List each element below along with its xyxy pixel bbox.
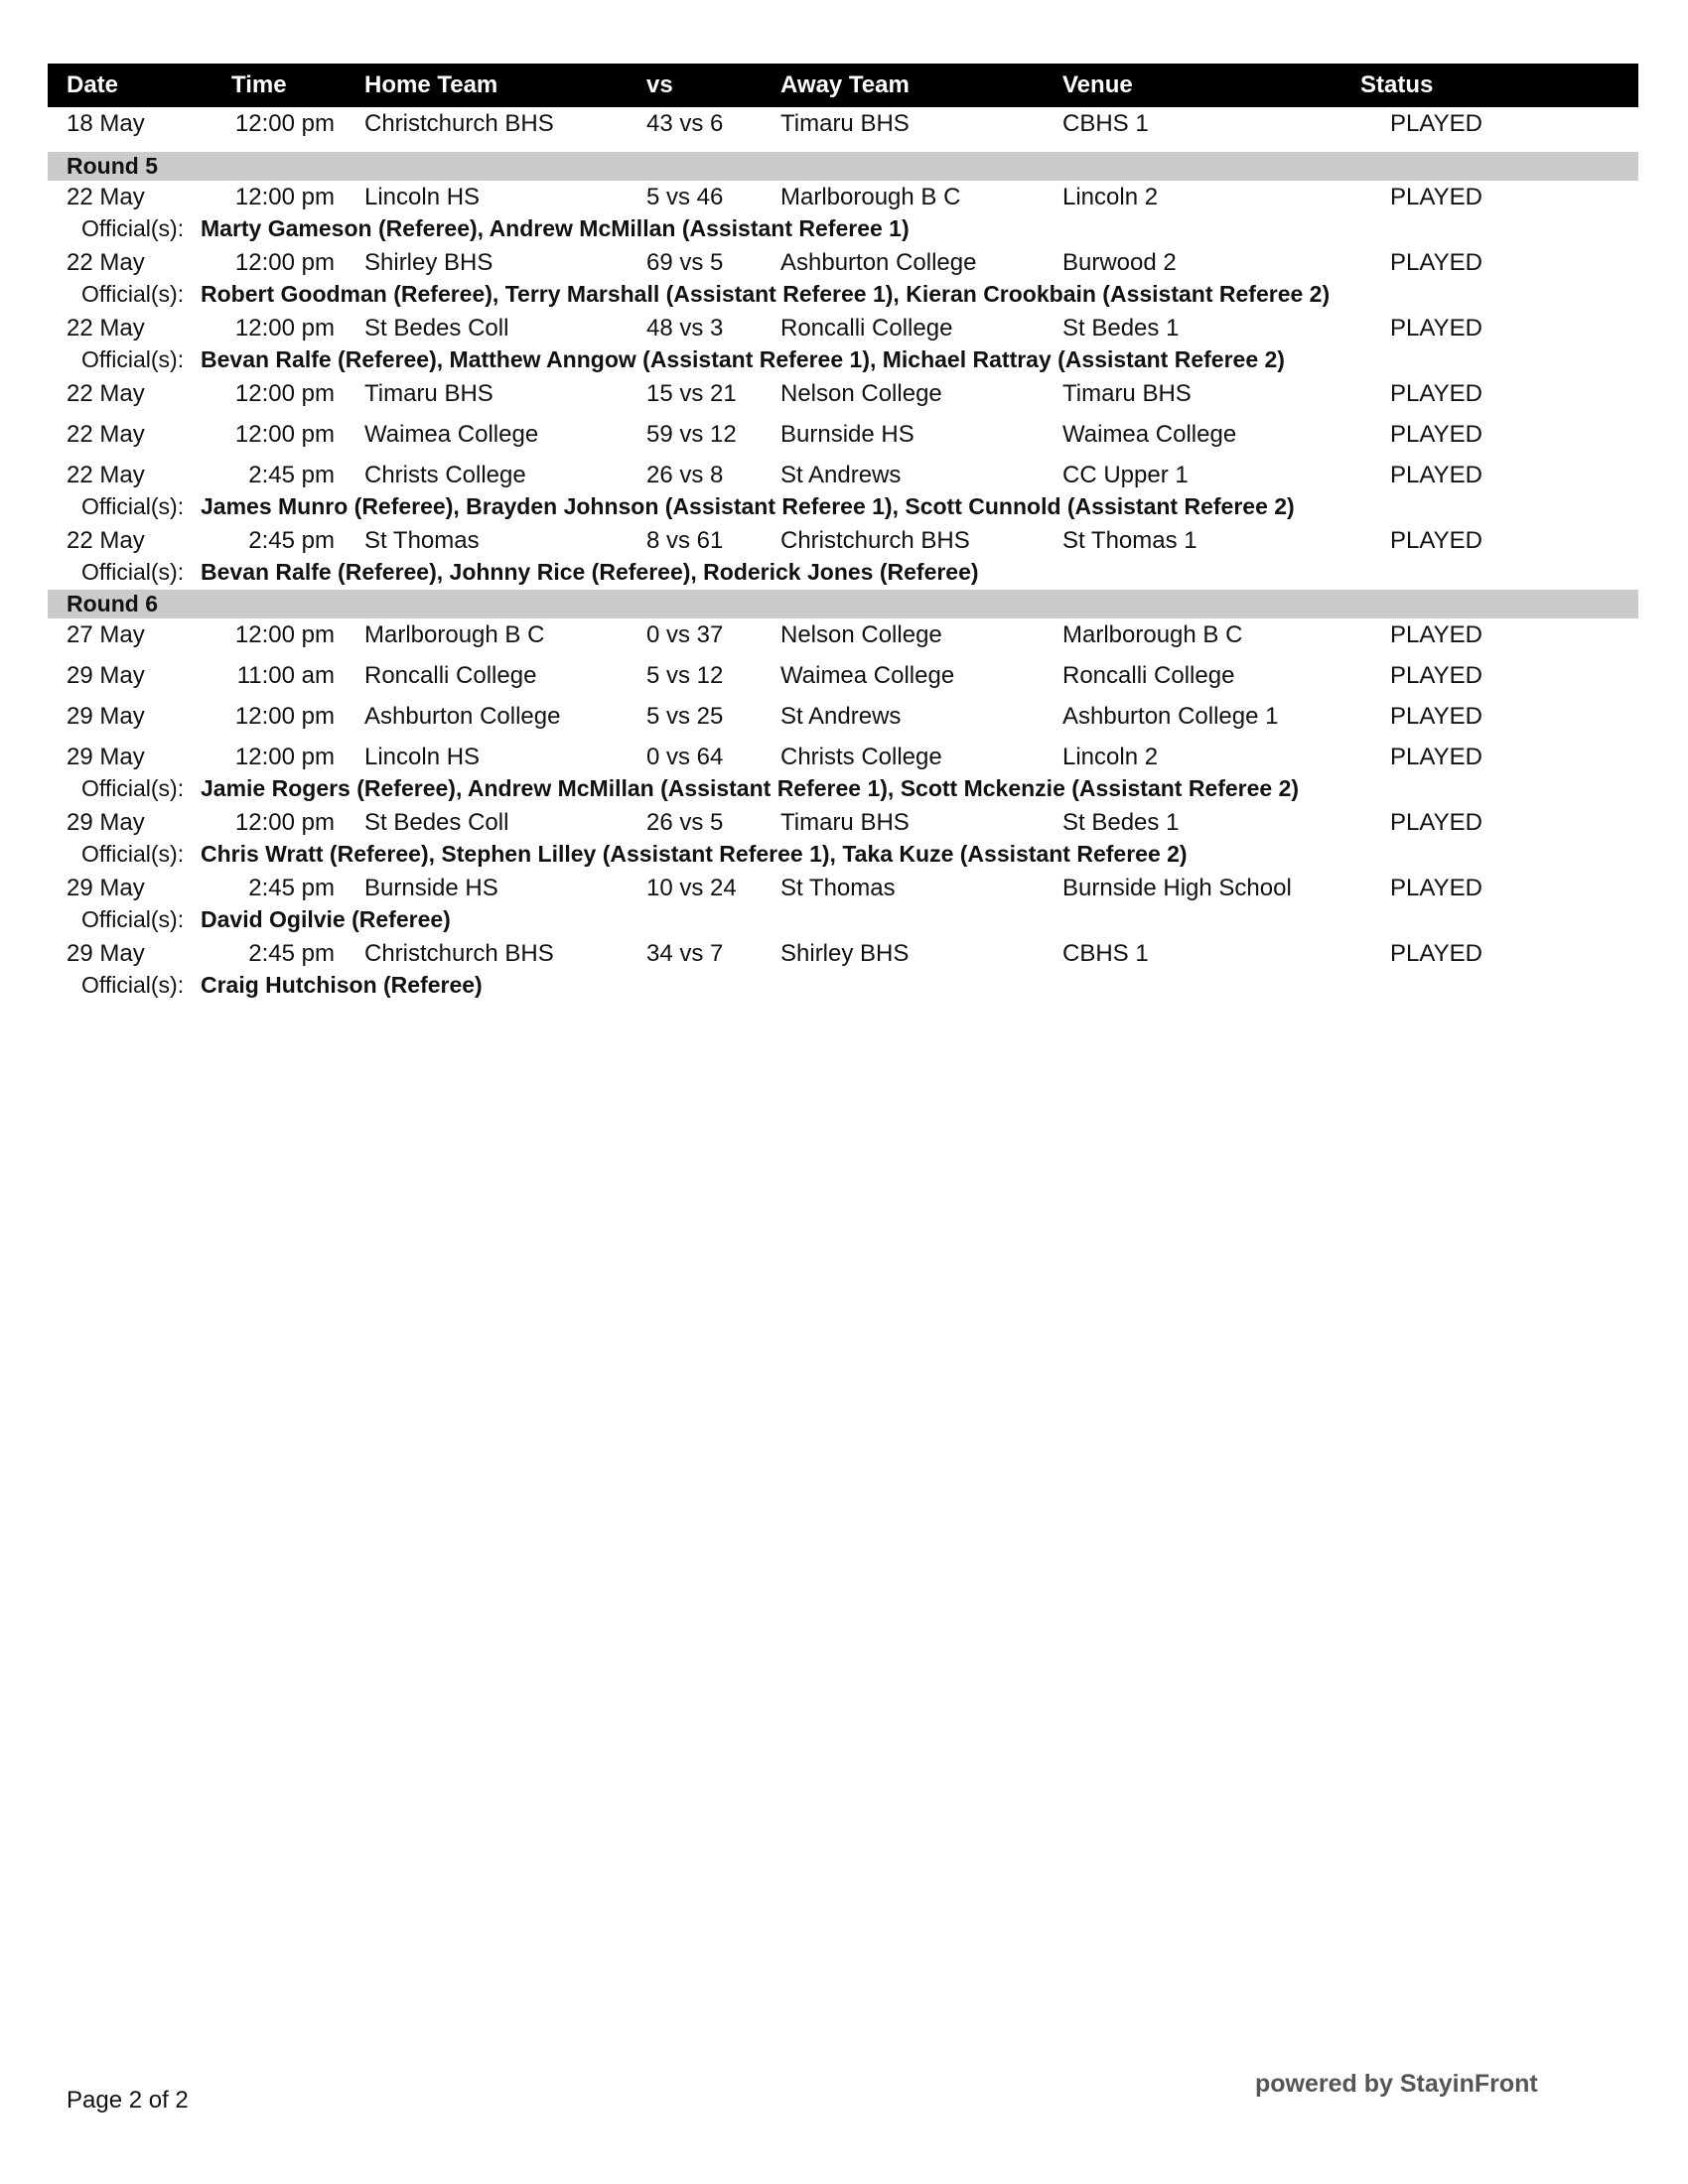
match-score: 26 vs 8 <box>646 462 724 488</box>
match-score: 5 vs 12 <box>646 662 724 689</box>
match-venue: Timaru BHS <box>1062 380 1192 407</box>
match-row <box>48 377 1638 418</box>
match-home-team: Lincoln HS <box>364 184 481 210</box>
match-row <box>48 700 1638 741</box>
match-row <box>48 872 1638 904</box>
page-number: Page 2 of 2 <box>67 2087 189 2114</box>
match-away-team: Christchurch BHS <box>780 527 970 554</box>
officials-names: Bevan Ralfe (Referee), Matthew Anngow (Assistant Referee 1), Michael Rattray (Assistant Referee 2) <box>201 346 1285 372</box>
match-date: 18 May <box>67 110 145 137</box>
match-date: 29 May <box>67 940 145 967</box>
match-time: 12:00 pm <box>234 315 335 341</box>
header-time: Time <box>231 71 287 98</box>
match-status: PLAYED <box>1390 940 1482 967</box>
match-time: 12:00 pm <box>234 249 335 276</box>
match-score: 10 vs 24 <box>646 875 737 901</box>
match-status: PLAYED <box>1390 380 1482 407</box>
match-time: 2:45 pm <box>248 940 335 967</box>
officials-names: Craig Hutchison (Referee) <box>201 972 483 998</box>
match-home-team: Roncalli College <box>364 662 537 689</box>
match-score: 5 vs 46 <box>646 184 724 210</box>
header-away-team: Away Team <box>780 71 910 98</box>
officials-label: Official(s): <box>81 281 185 307</box>
match-status: PLAYED <box>1390 744 1482 770</box>
match-date: 29 May <box>67 703 145 730</box>
match-status: PLAYED <box>1390 703 1482 730</box>
match-away-team: Marlborough B C <box>780 184 961 210</box>
match-date: 22 May <box>67 527 145 554</box>
officials-label: Official(s): <box>81 972 185 998</box>
match-time: 2:45 pm <box>248 875 335 901</box>
match-status: PLAYED <box>1390 421 1482 448</box>
powered-by-brand: powered by StayinFront <box>1255 2070 1538 2098</box>
round-header <box>48 152 1638 181</box>
match-home-team: St Thomas <box>364 527 480 554</box>
match-date: 29 May <box>67 744 145 770</box>
officials-label: Official(s): <box>81 215 185 241</box>
match-row <box>48 659 1638 700</box>
match-date: 22 May <box>67 462 145 488</box>
officials-label: Official(s): <box>81 841 185 867</box>
match-time: 12:00 pm <box>234 380 335 407</box>
match-score: 8 vs 61 <box>646 527 724 554</box>
header-status: Status <box>1360 71 1434 98</box>
match-home-team: Ashburton College <box>364 703 561 730</box>
match-away-team: St Thomas <box>780 875 896 901</box>
match-status: PLAYED <box>1390 462 1482 488</box>
match-status: PLAYED <box>1390 110 1482 137</box>
match-venue: CBHS 1 <box>1062 940 1149 967</box>
match-date: 29 May <box>67 875 145 901</box>
officials-row <box>48 213 1638 246</box>
match-date: 22 May <box>67 315 145 341</box>
match-status: PLAYED <box>1390 875 1482 901</box>
round-label: Round 5 <box>67 153 158 179</box>
match-home-team: Christs College <box>364 462 526 488</box>
officials-row <box>48 557 1638 590</box>
match-date: 22 May <box>67 184 145 210</box>
match-score: 5 vs 25 <box>646 703 724 730</box>
officials-row <box>48 904 1638 937</box>
match-away-team: St Andrews <box>780 462 902 488</box>
header-date: Date <box>67 71 119 98</box>
match-status: PLAYED <box>1390 662 1482 689</box>
officials-names: Jamie Rogers (Referee), Andrew McMillan (Assistant Referee 1), Scott Mckenzie (Assistant Referee 2) <box>201 775 1300 801</box>
match-date: 22 May <box>67 421 145 448</box>
match-row <box>48 107 1638 140</box>
match-score: 43 vs 6 <box>646 110 724 137</box>
match-date: 22 May <box>67 380 145 407</box>
match-time: 12:00 pm <box>234 421 335 448</box>
match-status: PLAYED <box>1390 249 1482 276</box>
match-away-team: Waimea College <box>780 662 955 689</box>
match-away-team: Timaru BHS <box>780 809 910 836</box>
fixtures-table <box>48 64 1638 1003</box>
match-score: 0 vs 37 <box>646 621 724 648</box>
match-status: PLAYED <box>1390 809 1482 836</box>
officials-row <box>48 839 1638 872</box>
match-venue: Marlborough B C <box>1062 621 1243 648</box>
match-away-team: St Andrews <box>780 703 902 730</box>
round-header <box>48 590 1638 618</box>
match-status: PLAYED <box>1390 527 1482 554</box>
match-time: 2:45 pm <box>248 527 335 554</box>
match-home-team: Marlborough B C <box>364 621 545 648</box>
match-venue: Burnside High School <box>1062 875 1292 901</box>
officials-row <box>48 773 1638 806</box>
officials-row <box>48 279 1638 312</box>
header-vs: vs <box>646 71 673 98</box>
match-away-team: Burnside HS <box>780 421 914 448</box>
match-venue: Lincoln 2 <box>1062 744 1159 770</box>
officials-names: Chris Wratt (Referee), Stephen Lilley (Assistant Referee 1), Taka Kuze (Assistant Referee 2) <box>201 841 1188 867</box>
officials-row <box>48 344 1638 377</box>
table-header <box>48 64 1638 107</box>
match-score: 26 vs 5 <box>646 809 724 836</box>
match-time: 12:00 pm <box>234 621 335 648</box>
officials-label: Official(s): <box>81 346 185 372</box>
officials-names: Marty Gameson (Referee), Andrew McMillan (Assistant Referee 1) <box>201 215 910 241</box>
match-time: 12:00 pm <box>234 809 335 836</box>
match-row <box>48 806 1638 839</box>
match-venue: Ashburton College 1 <box>1062 703 1279 730</box>
match-venue: St Bedes 1 <box>1062 315 1180 341</box>
match-status: PLAYED <box>1390 315 1482 341</box>
match-away-team: Ashburton College <box>780 249 977 276</box>
match-date: 27 May <box>67 621 145 648</box>
match-home-team: St Bedes Coll <box>364 809 509 836</box>
match-row <box>48 618 1638 659</box>
match-row <box>48 181 1638 213</box>
match-venue: Lincoln 2 <box>1062 184 1159 210</box>
match-time: 12:00 pm <box>234 744 335 770</box>
match-home-team: Burnside HS <box>364 875 498 901</box>
match-score: 48 vs 3 <box>646 315 724 341</box>
match-away-team: Christs College <box>780 744 942 770</box>
match-score: 0 vs 64 <box>646 744 724 770</box>
match-venue: St Bedes 1 <box>1062 809 1180 836</box>
match-away-team: Roncalli College <box>780 315 953 341</box>
match-score: 34 vs 7 <box>646 940 724 967</box>
match-date: 29 May <box>67 809 145 836</box>
match-score: 59 vs 12 <box>646 421 737 448</box>
match-date: 29 May <box>67 662 145 689</box>
officials-names: David Ogilvie (Referee) <box>201 906 451 932</box>
match-away-team: Nelson College <box>780 621 942 648</box>
match-score: 69 vs 5 <box>646 249 724 276</box>
match-time: 12:00 pm <box>234 110 335 137</box>
match-venue: CBHS 1 <box>1062 110 1149 137</box>
match-score: 15 vs 21 <box>646 380 737 407</box>
match-home-team: Lincoln HS <box>364 744 481 770</box>
match-time: 12:00 pm <box>234 184 335 210</box>
officials-label: Official(s): <box>81 775 185 801</box>
match-away-team: Shirley BHS <box>780 940 910 967</box>
match-home-team: Christchurch BHS <box>364 110 554 137</box>
match-away-team: Nelson College <box>780 380 942 407</box>
match-venue: Roncalli College <box>1062 662 1235 689</box>
match-row <box>48 741 1638 773</box>
match-status: PLAYED <box>1390 621 1482 648</box>
match-row <box>48 246 1638 279</box>
officials-names: Bevan Ralfe (Referee), Johnny Rice (Referee), Roderick Jones (Referee) <box>201 559 979 585</box>
match-home-team: Shirley BHS <box>364 249 493 276</box>
officials-names: James Munro (Referee), Brayden Johnson (Assistant Referee 1), Scott Cunnold (Assistant Referee 2) <box>201 493 1295 519</box>
match-date: 22 May <box>67 249 145 276</box>
match-time: 11:00 am <box>236 662 335 689</box>
match-time: 12:00 pm <box>234 703 335 730</box>
match-venue: Burwood 2 <box>1062 249 1177 276</box>
officials-label: Official(s): <box>81 906 185 932</box>
header-home-team: Home Team <box>364 71 498 98</box>
match-row <box>48 312 1638 344</box>
header-venue: Venue <box>1062 71 1133 98</box>
match-venue: Waimea College <box>1062 421 1237 448</box>
match-home-team: St Bedes Coll <box>364 315 509 341</box>
officials-label: Official(s): <box>81 559 185 585</box>
match-home-team: Christchurch BHS <box>364 940 554 967</box>
match-venue: St Thomas 1 <box>1062 527 1197 554</box>
match-home-team: Waimea College <box>364 421 539 448</box>
match-row <box>48 524 1638 557</box>
match-venue: CC Upper 1 <box>1062 462 1189 488</box>
match-away-team: Timaru BHS <box>780 110 910 137</box>
match-row <box>48 937 1638 970</box>
match-home-team: Timaru BHS <box>364 380 493 407</box>
match-status: PLAYED <box>1390 184 1482 210</box>
officials-label: Official(s): <box>81 493 185 519</box>
officials-row <box>48 970 1638 1003</box>
match-row <box>48 418 1638 459</box>
round-label: Round 6 <box>67 591 158 616</box>
officials-row <box>48 491 1638 524</box>
match-row <box>48 459 1638 491</box>
officials-names: Robert Goodman (Referee), Terry Marshall (Assistant Referee 1), Kieran Crookbain (Assistant Referee 2) <box>201 281 1331 307</box>
match-time: 2:45 pm <box>248 462 335 488</box>
